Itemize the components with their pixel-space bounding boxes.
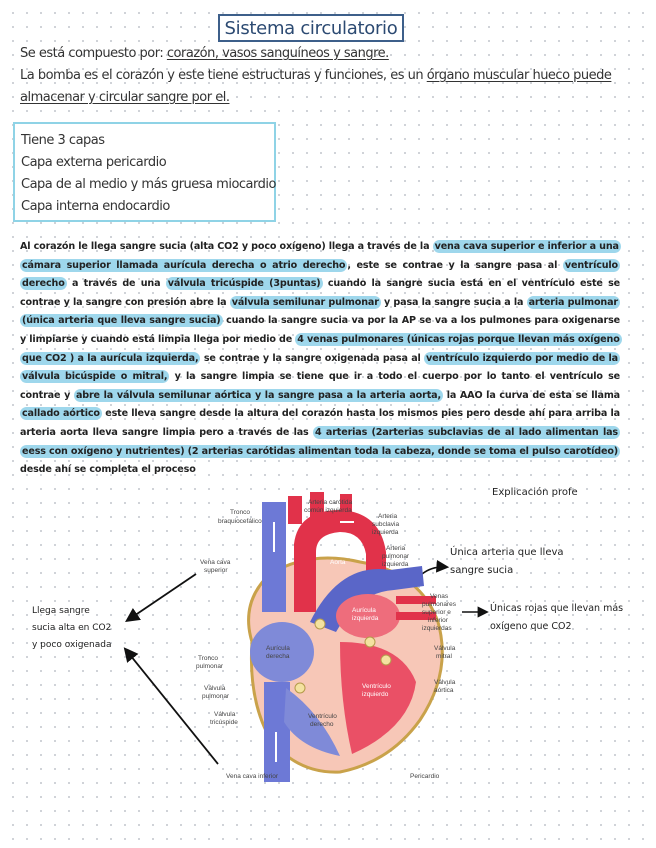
label-valvula-tricuspide-1: Válvula [214,711,236,718]
intro-line-1-underlined: corazón, vasos sanguíneos y sangre. [166,46,389,61]
label-venas-pulmonares-3: superior e [422,609,451,616]
label-ventriculo-derecho-1: Ventrículo [308,713,337,720]
arrow-llega-upper [128,574,196,620]
label-subclavia-2: subclavia [372,521,400,528]
label-pericardio: Pericardio [410,773,440,780]
label-ventriculo-izquierdo-1: Ventrículo [362,683,391,690]
intro-line-2-prefix: La bomba es el corazón y este tiene estructuras y funciones, es un [20,68,424,83]
label-auricula-izquierda-1: Aurícula [352,607,376,614]
label-vena-cava-inferior: Vena cava inferior [226,773,279,780]
text-segment: y pasa la sangre sucia a la [380,296,527,308]
label-tronco-pulmonar-1: Tronco [198,655,218,662]
highlighted-phrase: arteria pulmonar (única arteria que lleva sangre sucia) [22,296,618,327]
carotid-shape [310,492,324,520]
layer-internal: Capa interna endocardio [21,199,170,214]
text-segment: cuando la sangre sucia va por la AP se va a los pulmones para oxigenarse y limpiarse y cuando está limpia llega por medio de [20,315,621,345]
intro-line-2-underlined: órgano muscular hueco puede [426,68,612,83]
label-tronco-pulmonar-2: pulmonar [196,663,224,670]
label-subclavia-3: izquierda [372,529,399,536]
note-unicas-rojas-line-1: Únicas rojas que llevan más [490,603,624,614]
valvula-pulmonar-shape [315,619,325,629]
label-arteria-carotida-1: Arteria carótida [308,499,353,506]
auricula-derecha-shape [250,622,314,682]
layers-heading: Tiene 3 capas [21,133,105,148]
label-arteria-pulmonar-1: Arteria [386,545,406,552]
highlighted-phrase: callado aórtico [22,408,100,420]
text-segment: cuando la sangre sucia está en el ventrículo este se contrae y la sangre con presión abre la [20,278,620,308]
label-valvula-tricuspide-2: tricúspide [210,719,238,726]
note-llega-sangre-line-1: Llega sangre [32,606,90,616]
label-tronco-braquio-2: braquiocefálico [218,518,262,525]
highlighted-phrase: ventrículo izquierdo por medio de la válvula bicúspide o mitral, [22,352,618,383]
note-llega-sangre-line-2: sucia alta en CO2 [32,623,112,633]
label-arteria-pulmonar-2: pulmonar [382,553,410,560]
layer-middle: Capa de al medio y más gruesa miocardio [21,177,276,192]
braquiocefalico-shape [288,496,302,524]
label-venas-pulmonares-5: izquierdas [422,625,452,632]
heart-diagram [190,492,480,784]
valvula-aortica-shape [381,655,391,665]
note-llega-sangre-line-3: y poco oxigenada [32,640,112,650]
label-auricula-derecha-1: Aurícula [266,645,290,652]
label-tronco-braquio-1: Tronco [230,509,250,516]
highlighted-phrase: 4 venas pulmonares (únicas rojas porque llevan más oxígeno que CO2 ) a la aurícula izquierda, [22,333,620,364]
highlighted-phrase: válvula semilunar pulmonar [231,296,379,308]
label-venas-pulmonares-4: inferior [428,617,448,624]
highlighted-phrase: vena cava superior e inferior a una cámara superior llamada aurícula derecha o atrio derecho [22,241,619,271]
label-venas-pulmonares-1: Venas [430,593,449,600]
label-auricula-derecha-2: derecha [266,653,290,660]
label-auricula-izquierda-2: izquierda [352,615,379,622]
text-segment: la AAO la curva de esta se llama [442,389,620,401]
label-arteria-carotida-2: común izquierda [304,507,352,514]
label-venas-pulmonares-2: pulmonares [422,601,456,608]
vena-cava-superior-shape [262,502,286,612]
note-unica-arteria-line-2: sangre sucia [450,565,514,576]
valvula-mitral-shape [365,637,375,647]
label-arteria-pulmonar-3: izquierda [382,561,409,568]
label-valvula-pulmonar-1: Válvula [204,685,226,692]
label-valvula-mitral-2: mitral [436,653,452,660]
highlighted-phrase: válvula tricúspide (3puntas) [167,278,321,290]
note-unicas-rojas-line-2: oxígeno que CO2 [490,621,572,632]
valvula-tricuspide-shape [295,683,305,693]
text-segment: , este se contrae y la sangre pasa al [347,259,563,271]
text-segment: y la sangre limpia se tiene que ir a todo el cuerpo por lo tanto el ventrículo se contrae y [20,371,620,401]
note-unica-arteria-line-1: Única arteria que lleva [450,547,564,558]
label-subclavia-1: Arteria [378,513,398,520]
text-segment: este lleva sangre desde la altura del corazón hasta los mismos pies pero desde ahí para arriba la arteria aorta lleva sangre limpia pero a través de las [20,408,620,438]
highlighted-phrase: 4 arterias (2arterias subclavias de al lado alimentan las eess con oxígeno y nutrientes) (2 arterias carótidas alimentan toda la cabeza, donde se toma el pulso carotídeo) [22,426,618,457]
label-valvula-aortica-2: aórtica [434,687,454,694]
highlighted-phrase: ventrículo derecho [22,259,618,290]
page-title: Sistema circulatorio [218,14,404,42]
label-valvula-aortica-1: Válvula [434,679,456,686]
text-segment: a través de una [66,278,166,290]
label-valvula-pulmonar-2: pulmonar [202,693,230,700]
label-ventriculo-derecho-2: derecho [310,721,334,728]
label-aorta: Aorta [330,559,346,566]
label-ventriculo-izquierdo-2: izquierdo [362,691,389,698]
text-segment: se contrae y la sangre oxigenada pasa al [200,352,425,364]
subclavia-shape [340,494,352,518]
intro-line-3-underlined: almacenar y circular sangre por el. [20,90,230,105]
text-segment: desde ahí se completa el proceso [20,464,196,476]
label-vena-cava-sup-2: superior [204,567,228,574]
text-segment: Al corazón le llega sangre sucia (alta CO2 y poco oxígeno) llega a través de la [20,241,433,252]
label-vena-cava-sup-1: Vena cava [200,559,231,566]
label-valvula-mitral-1: Válvula [434,645,456,652]
layer-external: Capa externa pericardio [21,155,167,170]
intro-line-1-prefix: Se está compuesto por: [20,46,164,61]
note-explicacion-profe: Explicación profe [492,487,578,498]
highlighted-phrase: abre la válvula semilunar aórtica y la sangre pasa a la arteria aorta, [75,389,441,401]
